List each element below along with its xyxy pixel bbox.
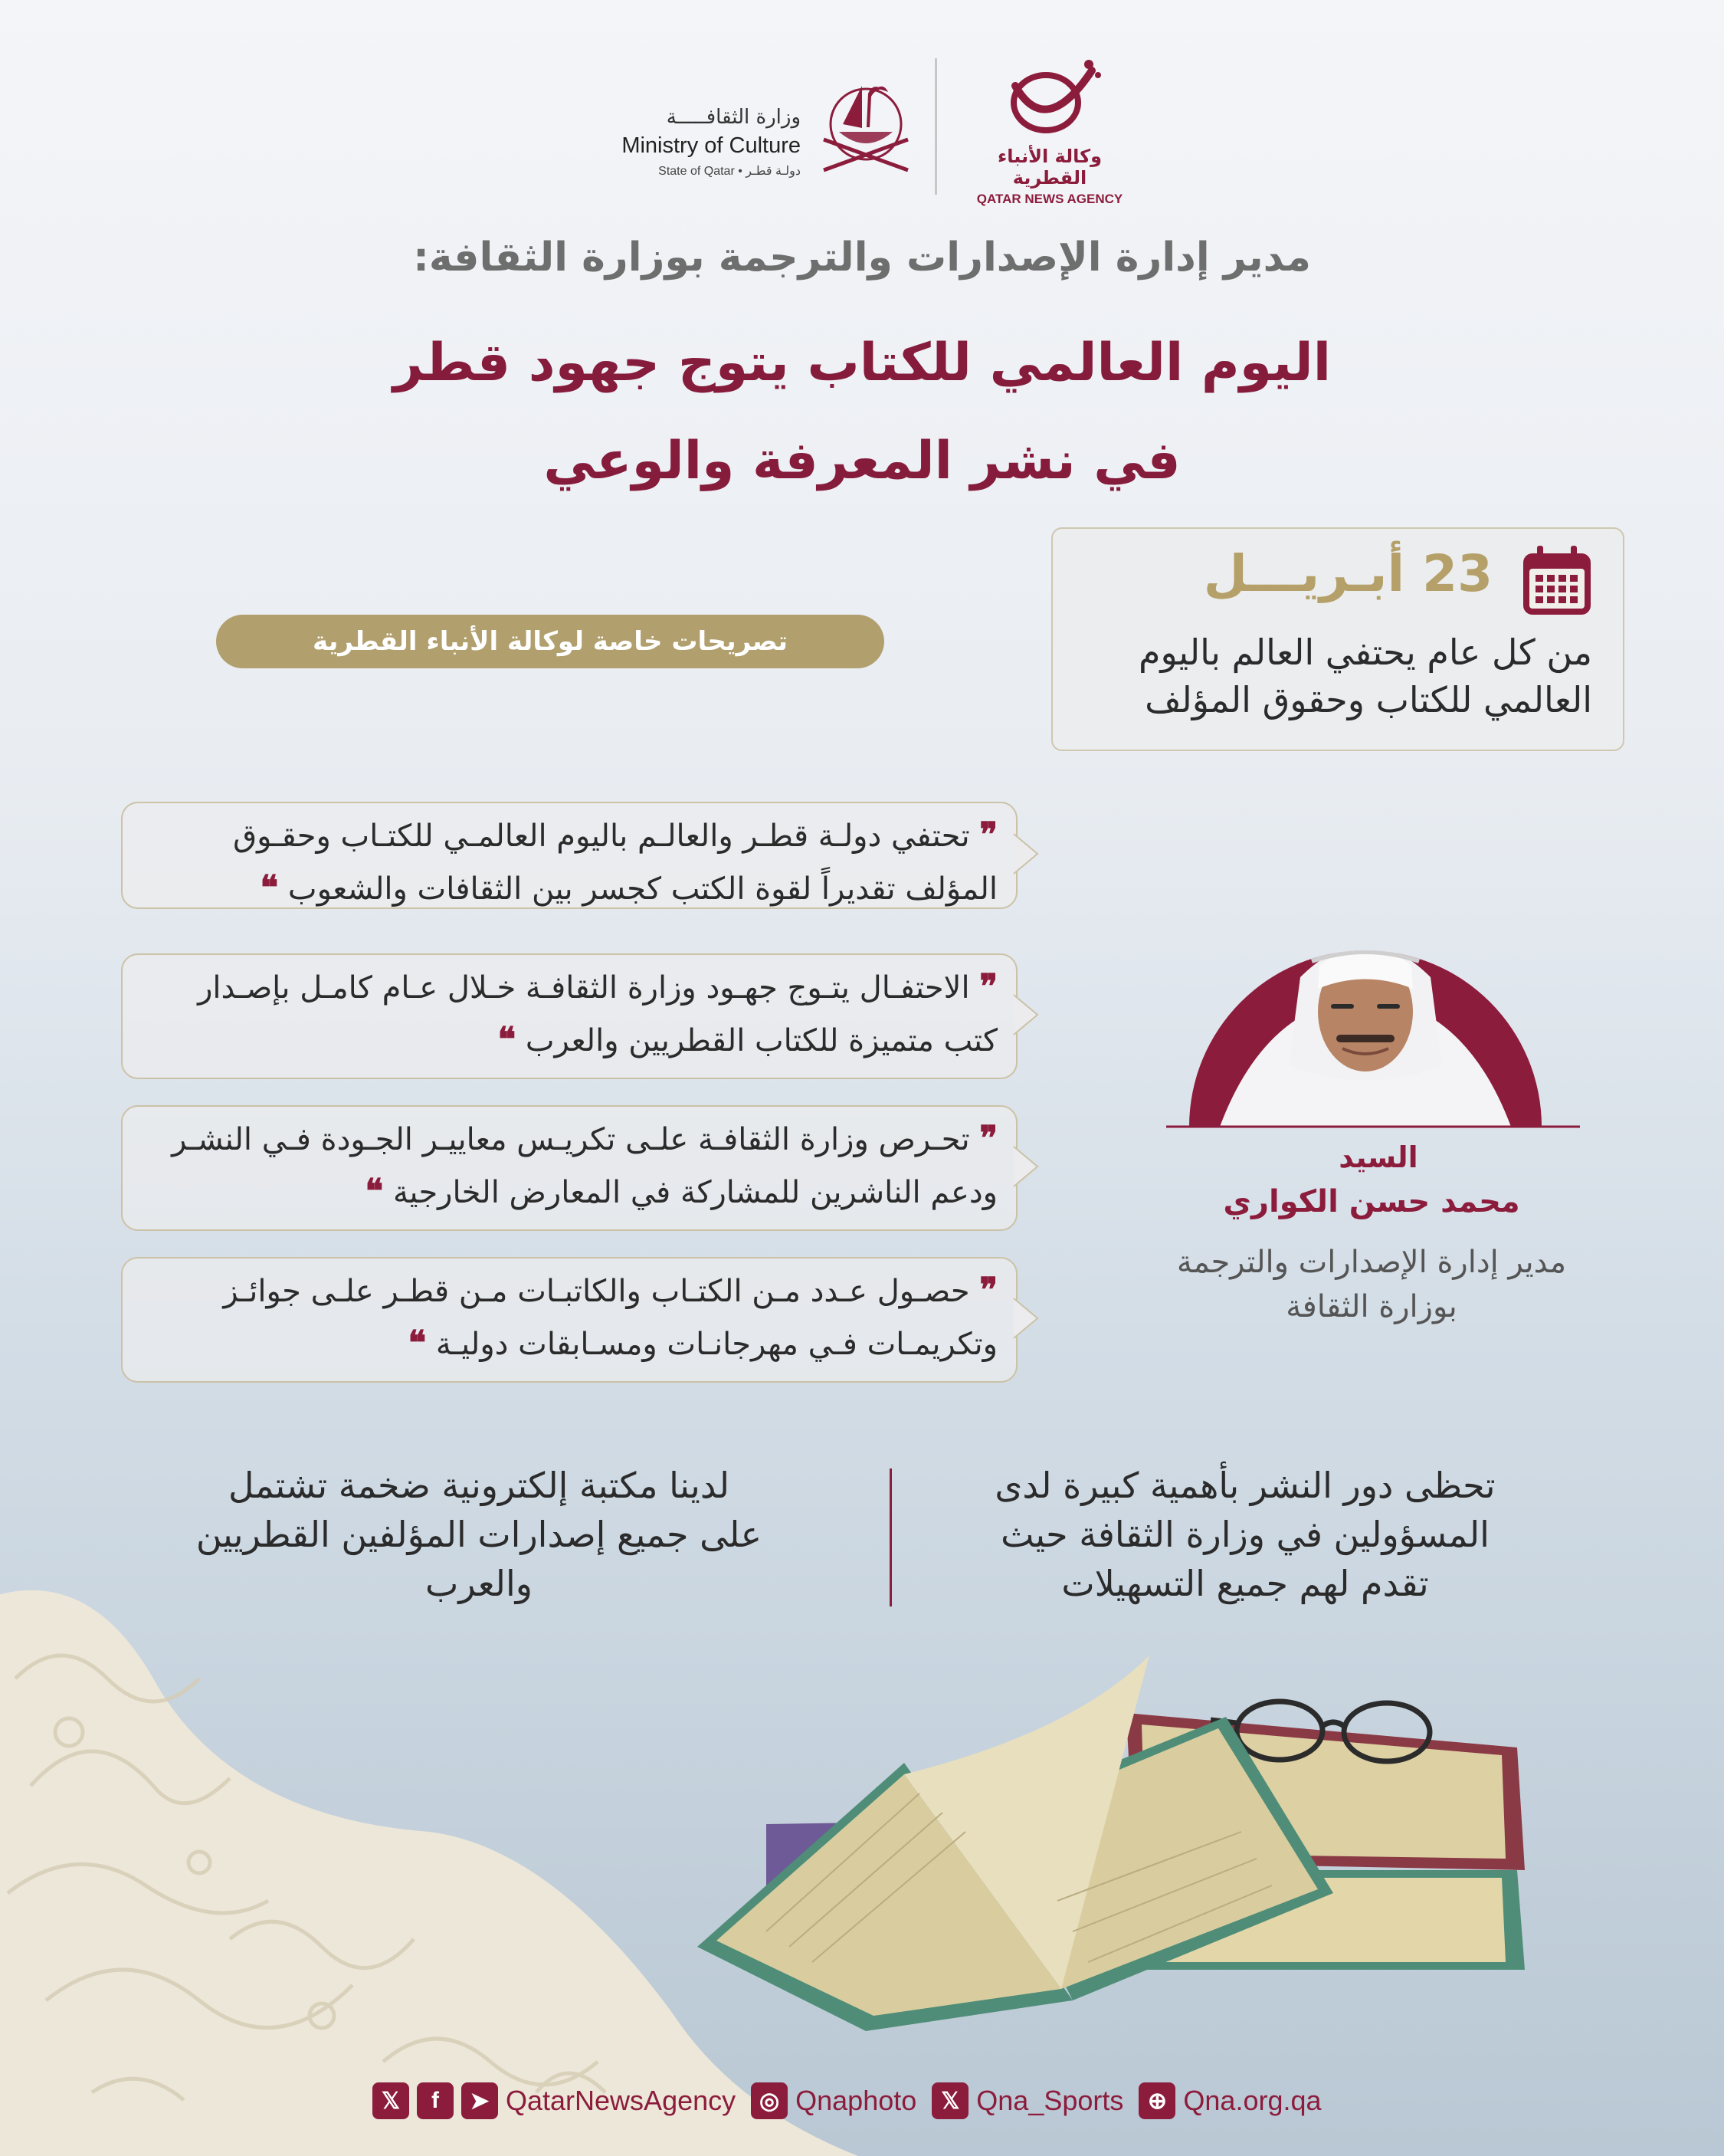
quote-text (233, 809, 998, 915)
facebook-icon[interactable]: f (417, 2082, 454, 2119)
quote-open-icon: ❞ (979, 1271, 998, 1310)
quote-text (223, 1265, 998, 1370)
social-handle-qna-sports[interactable]: Qna_Sports (976, 2085, 1124, 2116)
ministry-of-culture-logo-text (621, 106, 801, 179)
statement-left-line-3: والعرب (425, 1563, 533, 1604)
quote-close-icon: ❝ (497, 1020, 516, 1059)
quote-line-2: ودعم الناشرين للمشاركة في المعارض الخارجية (392, 1175, 998, 1210)
quote-line-2: كتب متميزة للكتاب القطريين والعرب (525, 1023, 998, 1058)
subtitle: مدير إدارة الإصدارات والترجمة بوزارة الثقافة: (413, 235, 1311, 281)
quote-open-icon: ❞ (979, 967, 998, 1006)
statement-left-line-2: على جميع إصدارات المؤلفين القطريين (195, 1514, 762, 1555)
quote-box (121, 1105, 1016, 1209)
website-link[interactable]: Qna.org.qa (1183, 2085, 1322, 2116)
statement-right-line-3: تقدم لهم جميع التسهيلات (1061, 1563, 1429, 1604)
quote-line-2: وتكريمـات فـي مهرجانـات ومسـابقات دوليـة (435, 1327, 998, 1362)
quote-line-1: تحـرص وزارة الثقافـة علـى تكريـس معاييـر الجـودة فـي النشـر (172, 1122, 970, 1157)
qna-logo-text (969, 146, 1130, 207)
person-role-line-2: بوزارة الثقافة (1286, 1289, 1457, 1324)
statement-left-line-1: لدينا مكتبة إلكترونية ضخمة تشتمل (228, 1465, 729, 1506)
quote-text (198, 961, 998, 1067)
x-icon[interactable]: 𝕏 (372, 2082, 409, 2119)
quote-box (121, 1257, 1016, 1361)
qatar-emblem-icon (808, 71, 923, 185)
books-and-glasses-illustration (674, 1640, 1555, 2031)
statement-right-line-1: تحظى دور النشر بأهمية كبيرة لدى (995, 1465, 1496, 1506)
date-description (1139, 628, 1592, 724)
logo-divider (935, 58, 937, 195)
headline (0, 314, 1724, 510)
social-handle-qnaphoto[interactable]: Qnaphoto (795, 2085, 917, 2116)
person-photo (1136, 881, 1595, 1128)
bubble-tail (1013, 1297, 1039, 1340)
person-name: محمد حسن الكواري (1223, 1184, 1520, 1219)
quote-open-icon: ❞ (979, 1119, 998, 1158)
person-honorific: السيد (1339, 1140, 1418, 1174)
moc-logo-state: State of Qatar • دولـة قطـر (658, 165, 801, 178)
telegram-icon[interactable]: ➤ (461, 2082, 498, 2119)
headline-line-1: اليوم العالمي للكتاب يتوج جهود قطر (393, 333, 1331, 393)
bubble-tail (1013, 832, 1039, 875)
quote-open-icon: ❞ (979, 815, 998, 855)
person-role (1126, 1240, 1617, 1329)
date-box (1051, 527, 1624, 751)
bubble-tail (1013, 993, 1039, 1036)
quote-close-icon: ❝ (365, 1172, 384, 1211)
quote-line-1: الاحتفـال يتـوج جهـود وزارة الثقافـة خـلال عـام كامـل بإصـدار (198, 970, 970, 1006)
calendar-icon (1520, 544, 1594, 618)
quote-close-icon: ❝ (408, 1324, 427, 1363)
quote-line-2: المؤلف تقديراً لقوة الكتب كجسر بين الثقافات والشعوب (287, 871, 998, 907)
qna-logo-english: QATAR NEWS AGENCY (976, 192, 1123, 206)
qna-logo-arabic: وكالة الأنباء القطرية (998, 146, 1102, 189)
person-role-line-1: مدير إدارة الإصدارات والترجمة (1176, 1245, 1567, 1280)
qna-logo-icon (992, 55, 1107, 147)
date-description-line-1: من كل عام يحتفي العالم باليوم (1138, 632, 1592, 673)
statements-pill: تصريحات خاصة لوكالة الأنباء القطرية (216, 615, 884, 668)
moc-logo-arabic: وزارة الثقافـــــة (666, 106, 801, 129)
statement-right-line-2: المسؤولين في وزارة الثقافة حيث (1001, 1514, 1490, 1555)
bubble-tail (1013, 1145, 1039, 1188)
publishing-houses-statement (942, 1461, 1548, 1608)
date-description-line-2: العالمي للكتاب وحقوق المؤلف (1145, 679, 1592, 720)
quote-line-1: حصـول عـدد مـن الكتـاب والكاتبـات مـن قطـر علـى جوائـز (223, 1274, 970, 1309)
quote-box (121, 953, 1016, 1058)
quote-line-1: تحتفي دولـة قطـر والعالـم باليوم العالمـي للكتـاب وحقـوق (233, 819, 970, 854)
column-divider (890, 1469, 892, 1606)
globe-icon[interactable]: ⊕ (1139, 2082, 1175, 2119)
date-label: 23 أبـريـــل (1203, 544, 1493, 603)
social-handle-qatarnewsagency[interactable]: QatarNewsAgency (506, 2085, 736, 2116)
x-icon[interactable]: 𝕏 (932, 2082, 969, 2119)
moc-logo-english: Ministry of Culture (621, 133, 801, 158)
quote-box (121, 802, 1016, 906)
social-footer (372, 2073, 1329, 2128)
quote-close-icon: ❝ (260, 868, 279, 907)
instagram-icon[interactable]: ◎ (751, 2082, 788, 2119)
headline-line-2: في نشر المعرفة والوعي (543, 431, 1181, 491)
quote-text (172, 1113, 998, 1219)
